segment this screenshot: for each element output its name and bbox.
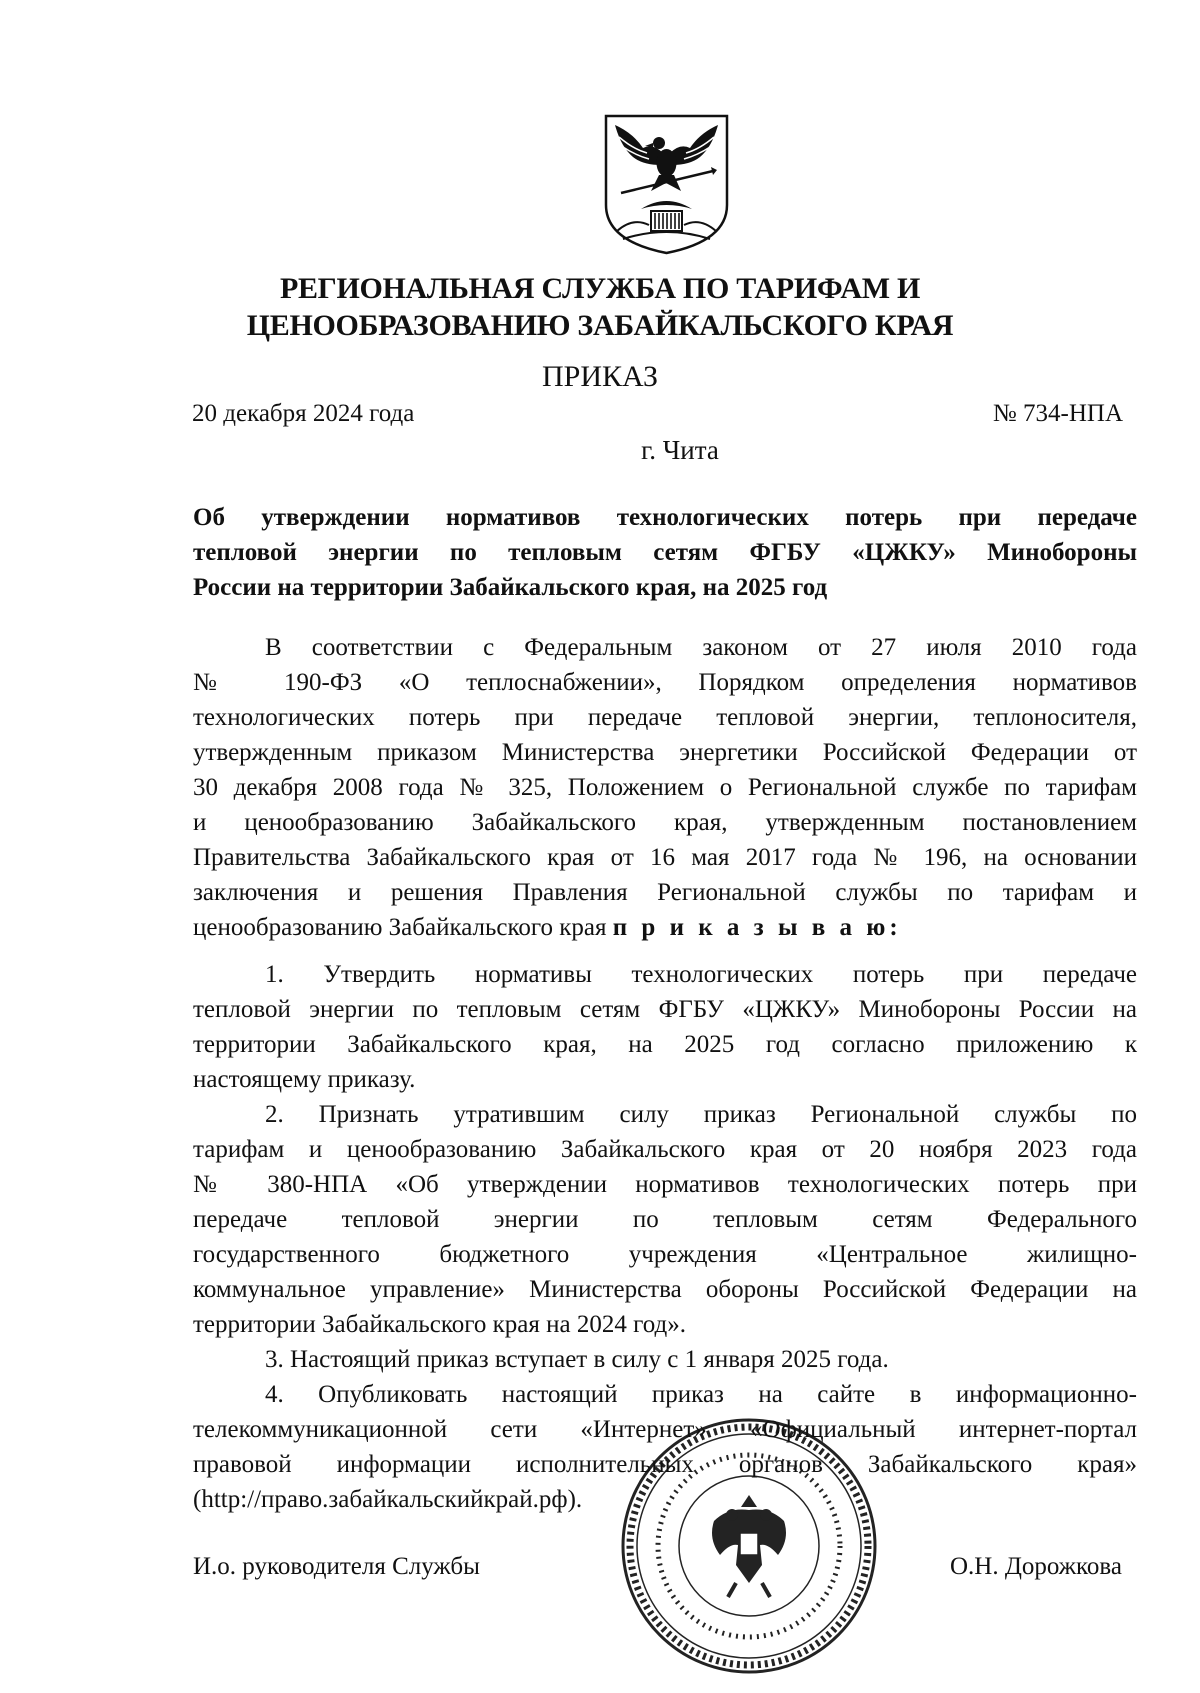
item-1-line: территории Забайкальского края, на 2025 год согласно приложению к — [193, 1031, 1137, 1058]
document-number: № 734-НПА — [992, 400, 1123, 427]
preamble-line-text: ценообразованию Забайкальского края — [193, 914, 607, 941]
document-date: 20 декабря 2024 года — [192, 400, 415, 427]
official-seal-icon — [618, 1415, 880, 1677]
preamble-last-line — [193, 910, 1137, 945]
title-line: тепловой энергии по тепловым сетям ФГБУ «ЦЖКУ» Минобороны — [193, 539, 1137, 566]
item-4-line: (http://право.забайкальскийкрай.рф). — [193, 1486, 583, 1513]
order-word: п р и к а з ы в а ю: — [612, 914, 902, 941]
preamble-line: и ценообразованию Забайкальского края, утвержденным постановлением — [193, 809, 1137, 836]
item-4-line: 4. Опубликовать настоящий приказ на сайте в информационно- — [265, 1381, 1137, 1408]
coat-of-arms-icon — [603, 113, 730, 256]
document-city: г. Чита — [641, 435, 719, 465]
item-2-line: коммунальное управление» Министерства обороны Российской Федерации на — [193, 1276, 1137, 1303]
item-4-line: телекоммуникационной сети «Интернет» «Официальный интернет-портал — [193, 1416, 1137, 1443]
organization-name-line-1: РЕГИОНАЛЬНАЯ СЛУЖБА ПО ТАРИФАМ И — [279, 272, 921, 305]
item-2-line: государственного бюджетного учреждения «Центральное жилищно- — [193, 1241, 1137, 1268]
item-2-line: передаче тепловой энергии по тепловым сетям Федерального — [193, 1206, 1137, 1233]
item-4-line: правовой информации исполнительных органов Забайкальского края» — [193, 1451, 1137, 1478]
item-1-line: настоящему приказу. — [193, 1066, 416, 1093]
preamble-line: заключения и решения Правления Региональной службы по тарифам и — [193, 879, 1137, 906]
document-type: ПРИКАЗ — [542, 360, 658, 393]
item-3-line: 3. Настоящий приказ вступает в силу с 1 января 2025 года. — [265, 1346, 889, 1373]
preamble-line: Правительства Забайкальского края от 16 мая 2017 года № 196, на основании — [193, 844, 1137, 871]
signatory-name: О.Н. Дорожкова — [949, 1553, 1122, 1580]
preamble-line: 30 декабря 2008 года № 325, Положением о Региональной службе по тарифам — [193, 774, 1137, 801]
preamble-line: В соответствии с Федеральным законом от 27 июля 2010 года — [265, 634, 1137, 661]
item-1-line: тепловой энергии по тепловым сетям ФГБУ «ЦЖКУ» Минобороны России на — [193, 996, 1137, 1023]
preamble-line: № 190-ФЗ «О теплоснабжении», Порядком определения нормативов — [193, 669, 1137, 696]
title-line: Об утверждении нормативов технологических потерь при передаче — [193, 504, 1137, 531]
preamble — [193, 630, 1137, 945]
item-2-line: 2. Признать утратившим силу приказ Региональной службы по — [265, 1101, 1137, 1128]
title-line: России на территории Забайкальского края, на 2025 год — [193, 574, 828, 601]
item-2-line: территории Забайкальского края на 2024 год». — [193, 1311, 686, 1338]
preamble-line: утвержденным приказом Министерства энергетики Российской Федерации от — [193, 739, 1137, 766]
organization-name-line-2: ЦЕНООБРАЗОВАНИЮ ЗАБАЙКАЛЬСКОГО КРАЯ — [246, 309, 954, 342]
item-1-line: 1. Утвердить нормативы технологических потерь при передаче — [265, 961, 1137, 988]
document-title — [193, 500, 1137, 605]
item-2-line: № 380-НПА «Об утверждении нормативов технологических потерь при — [193, 1171, 1137, 1198]
item-2-line: тарифам и ценообразованию Забайкальского края от 20 ноября 2023 года — [193, 1136, 1137, 1163]
signatory-position: И.о. руководителя Службы — [193, 1553, 480, 1580]
preamble-line: технологических потерь при передаче тепловой энергии, теплоносителя, — [193, 704, 1137, 731]
